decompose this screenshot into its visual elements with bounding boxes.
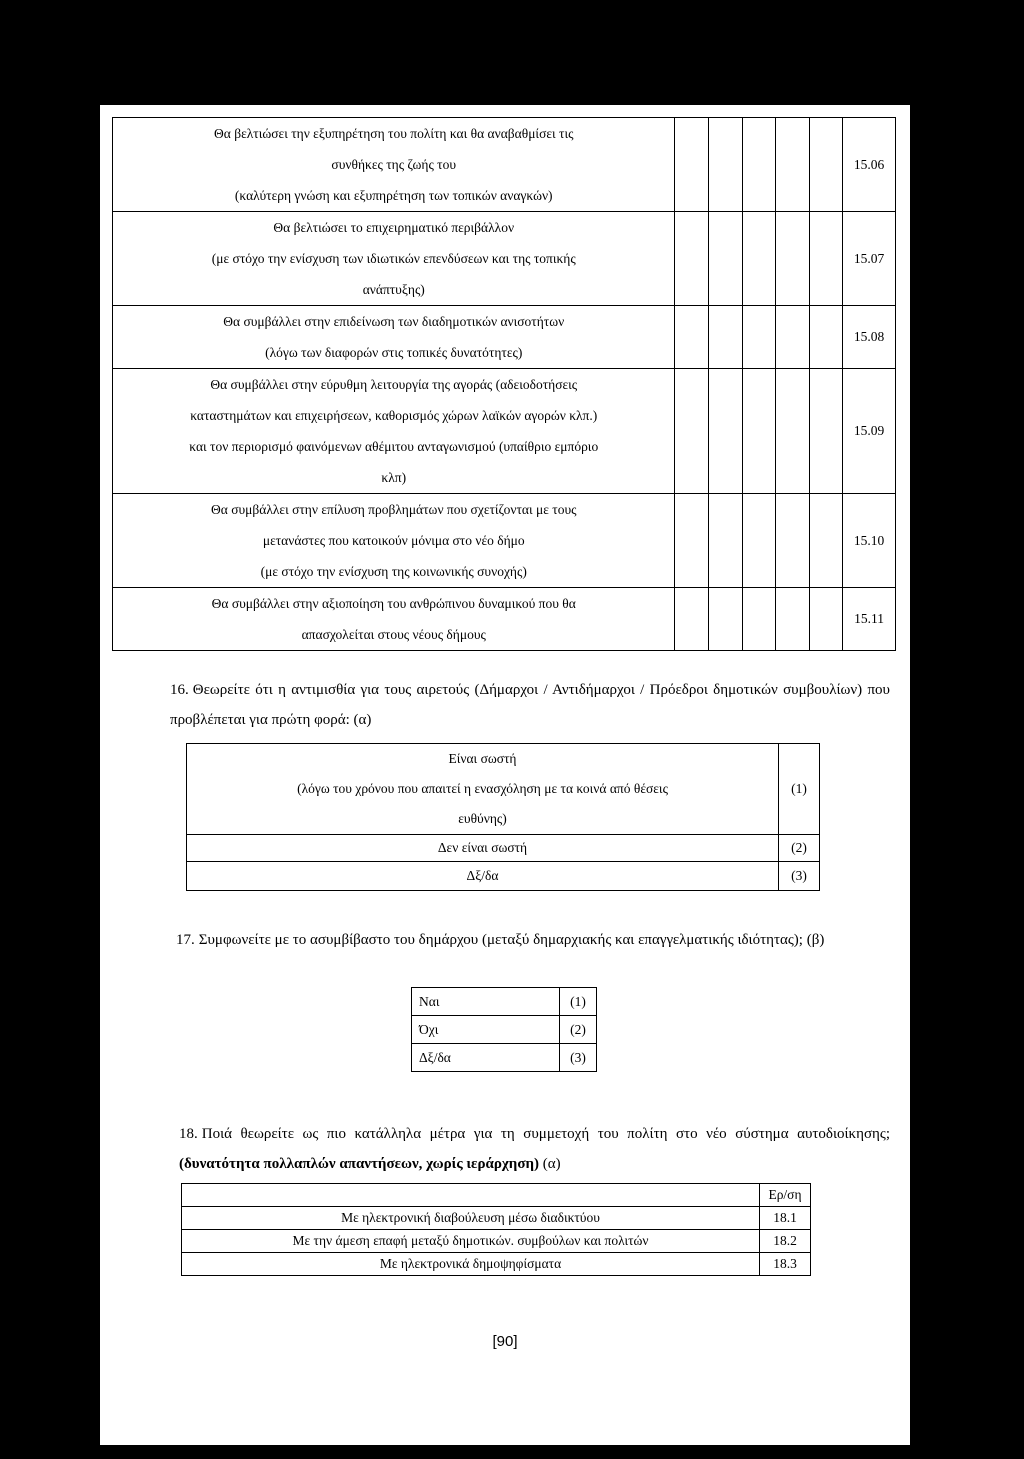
text-line: Θα συμβάλλει στην επίλυση προβλημάτων που σχετίζονται με τους xyxy=(211,502,577,517)
answer-cell[interactable] xyxy=(742,369,776,494)
answer-cell[interactable] xyxy=(776,306,810,369)
q15-row-code: 15.08 xyxy=(843,306,896,369)
option-label: Δξ/δα xyxy=(412,1044,560,1072)
q18-text xyxy=(179,1119,890,1179)
answer-cell[interactable] xyxy=(709,588,743,651)
q15-row-code: 15.07 xyxy=(843,212,896,306)
option-label: Δξ/δα xyxy=(187,862,779,891)
q15-row-text xyxy=(113,494,675,588)
q16-question: Θεωρείτε ότι η αντιμισθία για τους αιρετούς (Δήμαρχοι / Αντιδήμαρχοι / Πρόεδροι δημοτικών συμβουλίων) που προβλέπεται για πρώτη φορά: (α) xyxy=(170,682,890,728)
table-row xyxy=(182,1184,811,1207)
answer-cell[interactable] xyxy=(675,494,709,588)
text-line: Θα βελτιώσει την εξυπηρέτηση του πολίτη και θα αναβαθμίσει τις xyxy=(214,126,574,141)
q15-row-code: 15.09 xyxy=(843,369,896,494)
text-line: Θα συμβάλλει στην αξιοποίηση του ανθρώπινου δυναμικού που θα xyxy=(211,596,576,611)
answer-cell[interactable] xyxy=(675,118,709,212)
table-row xyxy=(182,1253,811,1276)
q17-number: 17. xyxy=(176,932,195,948)
answer-cell[interactable] xyxy=(809,588,843,651)
q18-question: Ποιά θεωρείτε ως πιο κατάλληλα μέτρα για τη συμμετοχή του πολίτη στο νέο σύστημα αυτοδιοίκησης; xyxy=(201,1126,890,1142)
option-code[interactable]: 18.2 xyxy=(760,1230,811,1253)
option-code[interactable]: (2) xyxy=(560,1016,597,1044)
answer-cell[interactable] xyxy=(776,588,810,651)
document-page xyxy=(100,105,910,1445)
answer-cell[interactable] xyxy=(675,369,709,494)
text-line: Θα βελτιώσει το επιχειρηματικό περιβάλλον xyxy=(273,220,515,235)
text-line: κλπ) xyxy=(381,470,407,485)
table-row xyxy=(182,1230,811,1253)
answer-cell[interactable] xyxy=(742,306,776,369)
option-code[interactable]: (2) xyxy=(779,835,820,862)
answer-cell[interactable] xyxy=(675,212,709,306)
header-empty-cell xyxy=(182,1184,760,1207)
text-line: ευθύνης) xyxy=(458,811,507,826)
q15-row-text xyxy=(113,369,675,494)
text-line: (με στόχο την ενίσχυση των ιδιωτικών επενδύσεων και της τοπικής xyxy=(211,251,576,266)
answer-cell[interactable] xyxy=(809,118,843,212)
option-label: Ναι xyxy=(412,988,560,1016)
answer-cell[interactable] xyxy=(776,494,810,588)
text-line: (καλύτερη γνώση και εξυπηρέτηση των τοπικών αναγκών) xyxy=(234,188,553,203)
q16-number: 16. xyxy=(170,682,189,698)
page-number: [90] xyxy=(492,1333,518,1350)
answer-cell[interactable] xyxy=(742,494,776,588)
text-line: Είναι σωστή xyxy=(448,751,517,766)
q15-row-text xyxy=(113,118,675,212)
q15-row-text xyxy=(113,306,675,369)
option-label xyxy=(187,744,779,835)
option-code[interactable]: 18.1 xyxy=(760,1207,811,1230)
table-row xyxy=(113,212,896,306)
table-row xyxy=(412,988,597,1016)
text-line: συνθήκες της ζωής του xyxy=(331,157,457,172)
text-line: (λόγω των διαφορών στις τοπικές δυνατότητες) xyxy=(265,345,523,360)
option-code[interactable]: (1) xyxy=(560,988,597,1016)
option-label: Με ηλεκτρονική διαβούλευση μέσω διαδικτύου xyxy=(182,1207,760,1230)
table-row xyxy=(182,1207,811,1230)
q15-row-text xyxy=(113,212,675,306)
answer-cell[interactable] xyxy=(709,212,743,306)
q18-table xyxy=(181,1183,811,1276)
table-row xyxy=(113,588,896,651)
answer-cell[interactable] xyxy=(709,369,743,494)
option-code[interactable]: (3) xyxy=(779,862,820,891)
q15-table xyxy=(112,117,896,651)
answer-cell[interactable] xyxy=(709,306,743,369)
answer-cell[interactable] xyxy=(776,369,810,494)
answer-cell[interactable] xyxy=(742,588,776,651)
q15-row-text xyxy=(113,588,675,651)
q17-question: Συμφωνείτε με το ασυμβίβαστο του δημάρχου (μεταξύ δημαρχιακής και επαγγελματικής ιδιότητας); (β) xyxy=(198,932,825,948)
option-label: Με ηλεκτρονικά δημοψηφίσματα xyxy=(182,1253,760,1276)
option-label: Με την άμεση επαφή μεταξύ δημοτικών. συμβούλων και πολιτών xyxy=(182,1230,760,1253)
answer-cell[interactable] xyxy=(742,118,776,212)
text-line: απασχολείται στους νέους δήμους xyxy=(301,627,486,642)
answer-cell[interactable] xyxy=(809,369,843,494)
q18-instruction: (δυνατότητα πολλαπλών απαντήσεων, χωρίς ιεράρχηση) xyxy=(179,1156,539,1172)
option-code[interactable]: (1) xyxy=(779,744,820,835)
q16-table xyxy=(186,743,820,891)
table-row xyxy=(187,835,820,862)
option-label: Όχι xyxy=(412,1016,560,1044)
answer-cell[interactable] xyxy=(776,118,810,212)
option-code[interactable]: (3) xyxy=(560,1044,597,1072)
answer-cell[interactable] xyxy=(709,118,743,212)
answer-cell[interactable] xyxy=(675,588,709,651)
text-line: ανάπτυξης) xyxy=(362,282,425,297)
q17-text xyxy=(176,925,890,955)
table-row xyxy=(113,306,896,369)
table-row xyxy=(113,118,896,212)
table-row xyxy=(113,494,896,588)
answer-cell[interactable] xyxy=(742,212,776,306)
text-line: Θα συμβάλλει στην επιδείνωση των διαδημοτικών ανισοτήτων xyxy=(223,314,565,329)
text-line: (με στόχο την ενίσχυση της κοινωνικής συνοχής) xyxy=(260,564,527,579)
answer-cell[interactable] xyxy=(809,212,843,306)
answer-cell[interactable] xyxy=(809,306,843,369)
q15-row-code: 15.10 xyxy=(843,494,896,588)
q18-suffix: (α) xyxy=(542,1156,561,1172)
answer-cell[interactable] xyxy=(709,494,743,588)
option-label: Δεν είναι σωστή xyxy=(187,835,779,862)
option-code[interactable]: 18.3 xyxy=(760,1253,811,1276)
q15-row-code: 15.06 xyxy=(843,118,896,212)
text-line: καταστημάτων και επιχειρήσεων, καθορισμός χώρων λαϊκών αγορών κλπ.) xyxy=(190,408,598,423)
table-row xyxy=(187,862,820,891)
table-row xyxy=(187,744,820,835)
text-line: και τον περιορισμό φαινόμενων αθέμιτου ανταγωνισμού (υπαίθριο εμπόριο xyxy=(189,439,599,454)
answer-cell[interactable] xyxy=(675,306,709,369)
q16-text xyxy=(170,675,890,735)
table-row xyxy=(412,1044,597,1072)
table-row xyxy=(113,369,896,494)
header-code: Ερ/ση xyxy=(760,1184,811,1207)
table-row xyxy=(412,1016,597,1044)
text-line: (λόγω του χρόνου που απαιτεί η ενασχόληση με τα κοινά από θέσεις xyxy=(297,781,668,796)
text-line: Θα συμβάλλει στην εύρυθμη λειτουργία της αγοράς (αδειοδοτήσεις xyxy=(210,377,578,392)
q18-number: 18. xyxy=(179,1126,198,1142)
q15-row-code: 15.11 xyxy=(843,588,896,651)
text-line: μετανάστες που κατοικούν μόνιμα στο νέο δήμο xyxy=(262,533,525,548)
q17-table xyxy=(411,987,597,1072)
answer-cell[interactable] xyxy=(809,494,843,588)
answer-cell[interactable] xyxy=(776,212,810,306)
